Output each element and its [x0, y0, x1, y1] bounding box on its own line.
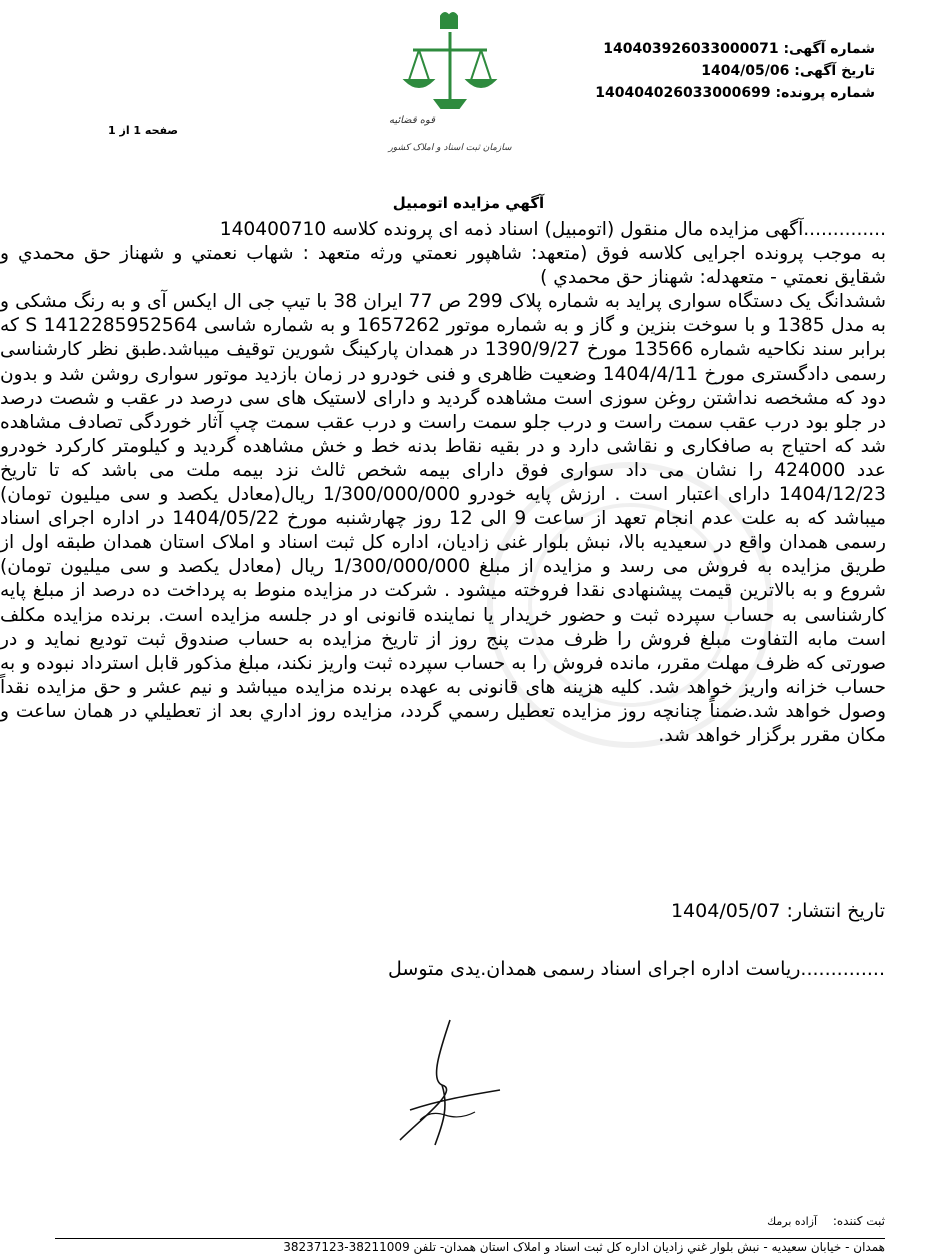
- handwritten-signature: [380, 1010, 510, 1150]
- signer-line: ..............ریاست اداره اجرای اسناد رسمی همدان.یدی متوسل: [388, 958, 885, 980]
- emblem-text-judiciary: قوه قضائیه: [388, 115, 435, 126]
- emblem-text-org: سازمان ثبت اسناد و املاک کشور: [388, 143, 512, 153]
- publication-date-label: تاریخ انتشار:: [786, 900, 885, 922]
- ad-date-label: تاریخ آگهی:: [794, 63, 875, 79]
- case-number-value: 140404026033000699: [595, 85, 771, 101]
- notice-parties-paragraph: به موجب پرونده اجرایی کلاسه فوق (متعهد: شاهپور نعمتي ورثه متعهد : شهاب نعمتي و شهناز حق محمدي و شقايق نعمتي - متعهدله: شهناز حق محمدي ): [0, 243, 886, 289]
- auction-notice-body: [0, 218, 886, 748]
- ad-date-value: 1404/05/06: [701, 63, 790, 79]
- case-number-row: [575, 82, 875, 104]
- ad-number-label: شماره آگهی:: [783, 41, 875, 57]
- registrar-name: آزاده برمك: [767, 1215, 818, 1228]
- document-title: آگهي مزايده اتومبيل: [392, 194, 545, 212]
- ad-header-meta: [575, 38, 875, 104]
- footer-divider: [55, 1238, 885, 1239]
- page-number: صفحه 1 از 1: [108, 124, 179, 137]
- ad-number-row: [575, 38, 875, 60]
- footer-address: همدان - خیابان سعیدیه - نبش بلوار غني زادیان اداره کل ثبت اسناد و املاک استان همدان- تلفن 38211009-38237123: [283, 1240, 885, 1254]
- notice-details-paragraph: ششدانگ یک دستگاه سواری پراید به شماره پلاک 299 ص 77 ایران 38 با تیپ جی ال ایکس آی و به رنگ مشکی و به مدل 1385 و با سوخت بنزین و گاز و به شماره موتور 1657262 و به شماره شاسی S 1412285952564 که برابر سند نکاحیه شماره 13566 مورخ 1390/9/27 در همدان پارکینگ شورین توقیف میباشد.طبق نظر کارشناسی رسمی دادگستری مورخ 1404/4/11 وضعیت ظاهری و فنی خودرو در زمان بازدید موتور سواری روشن شد و بدون دود که مشخصه نداشتن روغن سوزی است مشاهده گردید و دارای لاستیک های سی درصد در عقب و شصت درصد در جلو بود درب عقب سمت راست و درب جلو سمت راست و درب عقب سمت چپ آثار خوردگی تصادف مشاهده شد که احتیاج به صافکاری و نقاشی دارد و در بقیه نقاط بدنه خط و خش مشاهده گردید و کیلومتر کارکرد خودرو عدد 424000 را نشان می داد سواری فوق دارای بیمه شخص ثالث نزد بیمه ملت می باشد که تا تاریخ 1404/12/23 دارای اعتبار است . ارزش پایه خودرو 1/300/000/000 ریال(معادل یکصد و سی میلیون تومان) میباشد که به علت عدم انجام تعهد از ساعت 9 الی 12 روز چهارشنبه مورخ 1404/05/22 در اداره اجرای اسناد رسمی همدان واقع در سعیدیه بالا، نبش بلوار غنی زادیان، اداره کل ثبت اسناد و املاک استان همدان طبقه اول از طریق مزایده به فروش می رسد و مزایده از مبلغ 1/300/000/000 ریال (معادل یکصد و سی میلیون تومان) شروع و به بالاترین قیمت پیشنهادی نقدا فروخته میشود . شرکت در مزایده منوط به پرداخت ده درصد از مبلغ پایه کارشناسی به حساب سپرده ثبت و حضور خریدار یا نماینده قانونی او در جلسه مزایده است. برنده مزایده مکلف است مابه التفاوت مبلغ فروش را ظرف مدت پنج روز از تاریخ مزایده به حساب صندوق ثبت تودیع نماید و در صورتی که ظرف مهلت مقرر، مانده فروش را به حساب سپرده ثبت واریز نکند، مبلغ مذکور قابل استرداد نبوده و به حساب خزانه واریز خواهد شد. کلیه هزینه های قانونی به عهده برنده مزایده میباشد و نیم عشر و حق مزایده نقداً وصول خواهد شد.ضمناً چنانچه روز مزایده تعطیل رسمي گردد، مزايده روز اداري بعد از تعطيلي در همان ساعت و مكان مقرر برگزار خواهد شد.: [0, 291, 886, 746]
- publication-date-value: 1404/05/07: [670, 900, 781, 922]
- registrar-label: ثبت کننده:: [832, 1214, 885, 1228]
- judiciary-emblem-logo: [375, 8, 525, 158]
- ad-number-value: 140403926033000071: [603, 41, 779, 57]
- publication-date: [671, 900, 885, 922]
- registrar-line: [767, 1214, 885, 1228]
- case-number-label: شماره پرونده:: [775, 85, 875, 101]
- notice-heading-line: ..............آگهی مزایده مال منقول (اتومبیل) اسناد ذمه ای پرونده کلاسه 140400710: [219, 219, 886, 240]
- ad-date-row: [575, 60, 875, 82]
